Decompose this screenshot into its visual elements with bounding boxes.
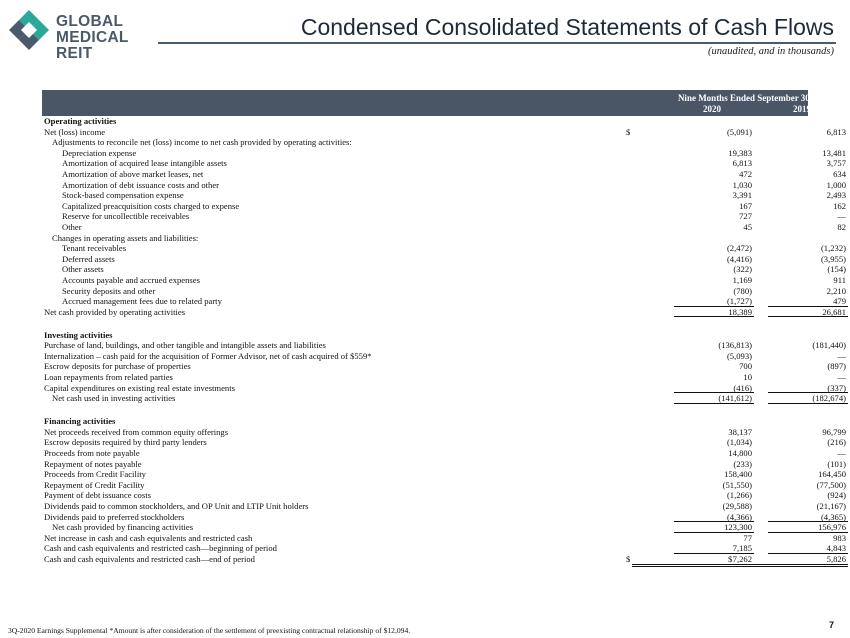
section-heading-row — [42, 330, 808, 341]
value-2019: (4,365) — [820, 511, 846, 522]
row-label: Depreciation expense — [62, 147, 137, 158]
company-name-line2: MEDICAL REIT — [56, 29, 129, 62]
value-2020: 1,169 — [732, 274, 752, 285]
value-2019: 3,757 — [826, 158, 846, 169]
row-label: Amortization of debt issuance costs and other — [62, 179, 220, 190]
value-2020: (141,612) — [718, 393, 752, 404]
value-2020: (780) — [733, 285, 752, 296]
value-2020: 7,262 — [732, 553, 752, 564]
company-name-line1: GLOBAL — [56, 13, 124, 30]
value-2020: (5,091) — [726, 126, 752, 137]
dollar-sign-2020: $ — [626, 553, 631, 564]
value-2020: (4,366) — [726, 511, 752, 522]
value-2019: 2,210 — [826, 285, 846, 296]
value-2019: 911 — [833, 274, 846, 285]
row-label: Cash and cash equivalents and restricted cash—beginning of period — [44, 543, 277, 554]
row-label: Changes in operating assets and liabilities: — [52, 232, 199, 243]
row-label: Stock-based compensation expense — [62, 190, 184, 201]
value-2019: (897) — [827, 361, 846, 372]
row-label: Operating activities — [44, 116, 117, 126]
table-row — [42, 137, 808, 148]
value-2020: 10 — [743, 372, 752, 383]
value-2019: 162 — [833, 200, 846, 211]
row-label: Financing activities — [44, 416, 116, 427]
row-label: Net increase in cash and cash equivalents and restricted cash — [44, 532, 253, 543]
value-2019: — — [837, 211, 846, 222]
value-2019: 479 — [833, 296, 846, 307]
value-2020: 472 — [739, 168, 752, 179]
table-row — [42, 190, 846, 201]
row-label: Net cash provided by operating activities — [44, 306, 186, 317]
table-row — [42, 233, 808, 244]
value-2020: 123,300 — [724, 522, 752, 533]
table-row — [42, 253, 846, 265]
value-2019: 82 — [837, 221, 846, 232]
value-2020: (322) — [733, 264, 752, 275]
table-row — [42, 448, 846, 459]
value-2020: 18,389 — [728, 306, 752, 317]
total-double-rule — [732, 564, 848, 567]
value-2020: 727 — [739, 211, 752, 222]
table-row — [42, 179, 846, 191]
value-2020: 7,185 — [732, 543, 752, 554]
table-row — [42, 479, 846, 491]
table-row — [42, 490, 846, 501]
year-2019-header: 2019 — [793, 104, 811, 114]
table-row — [42, 553, 846, 565]
row-label: Proceeds from note payable — [44, 448, 140, 458]
value-2020: (1,034) — [726, 437, 752, 448]
value-2020: (416) — [733, 382, 752, 393]
row-label: Internalization – cash paid for the acquisition of Former Advisor, net of cash acquired of $559* — [44, 350, 372, 361]
value-2020: (136,813) — [718, 340, 752, 351]
cash-flow-table — [42, 116, 846, 565]
value-2020: (4,416) — [726, 253, 752, 264]
value-2019: (21,167) — [816, 500, 846, 511]
row-label: Cash and cash equivalents and restricted cash—end of period — [44, 553, 255, 564]
value-2019: 2,493 — [826, 190, 846, 201]
value-2020: (1,266) — [726, 490, 752, 501]
value-2019: 6,813 — [826, 126, 846, 137]
section-heading-row — [42, 116, 808, 127]
dollar-sign-2020: $ — [626, 126, 631, 137]
title-divider — [158, 42, 836, 44]
value-2020: 167 — [739, 200, 752, 211]
value-2019: (101) — [827, 458, 846, 469]
table-row — [42, 522, 846, 533]
table-row — [42, 426, 846, 438]
value-2019: 5,826 — [826, 553, 846, 564]
company-logo — [8, 8, 158, 62]
row-label: Capital expenditures on existing real estate investments — [44, 382, 235, 393]
value-2019: 26,681 — [822, 306, 846, 317]
value-2019: (182,674) — [812, 393, 846, 404]
logo-mark-icon — [8, 8, 50, 50]
period-header: Nine Months Ended September 30, — [677, 93, 813, 103]
row-label: Other — [62, 221, 82, 232]
row-label: Loan repayments from related parties — [44, 372, 173, 383]
table-row — [42, 274, 846, 286]
row-label: Investing activities — [44, 329, 113, 340]
row-label: Dividends paid to preferred stockholders — [44, 511, 185, 522]
value-2019: (181,440) — [812, 340, 846, 351]
table-row — [42, 350, 846, 362]
value-2019: — — [837, 350, 846, 361]
value-2020: 45 — [743, 221, 752, 232]
value-2020: 14,800 — [728, 448, 752, 458]
table-row — [42, 158, 846, 169]
value-2019: 1,000 — [826, 179, 846, 190]
value-2019: 13,481 — [822, 147, 846, 158]
value-2019: (154) — [827, 264, 846, 275]
table-row — [42, 372, 846, 383]
value-2020: 158,400 — [724, 469, 752, 480]
table-header-bar — [42, 90, 813, 116]
company-name — [56, 14, 158, 62]
row-label: Accounts payable and accrued expenses — [62, 274, 200, 285]
row-label: Repayment of Credit Facility — [44, 479, 145, 490]
table-row — [42, 243, 846, 254]
section-spacer — [42, 404, 808, 416]
value-2020: (1,727) — [726, 296, 752, 307]
value-2020: 77 — [743, 532, 752, 543]
value-2019: — — [837, 372, 846, 383]
page-title: Condensed Consolidated Statements of Cash Flows — [300, 14, 834, 40]
table-row — [42, 340, 846, 351]
table-row — [42, 437, 846, 448]
table-row — [42, 147, 846, 159]
table-row — [42, 361, 846, 372]
row-label: Capitalized preacquisition costs charged to expense — [62, 200, 240, 211]
value-2019: (924) — [827, 490, 846, 501]
value-2019: (216) — [827, 437, 846, 448]
value-2019: 156,976 — [818, 522, 846, 533]
value-2019: 983 — [833, 532, 846, 543]
page-subtitle: (unaudited, and in thousands) — [708, 46, 834, 57]
table-row — [42, 296, 846, 307]
table-row — [42, 168, 846, 180]
row-label: Deferred assets — [62, 253, 115, 264]
row-label: Net proceeds received from common equity offerings — [44, 426, 229, 437]
table-row — [42, 221, 846, 233]
table-row — [42, 126, 846, 138]
value-2020: 3,391 — [732, 190, 752, 201]
value-2020: 1,030 — [732, 179, 752, 190]
table-row — [42, 200, 846, 212]
row-label: Tenant receivables — [62, 243, 127, 254]
row-label: Accrued management fees due to related party — [62, 296, 222, 307]
table-row — [42, 469, 846, 480]
dollar-sign-2019: $ — [728, 553, 733, 564]
row-label: Escrow deposits for purchase of properties — [44, 361, 191, 372]
row-label: Escrow deposits required by third party lenders — [44, 437, 207, 448]
row-label: Net cash provided by financing activities — [52, 522, 194, 533]
table-row — [42, 500, 846, 512]
table-row — [42, 264, 846, 275]
year-2020-header: 2020 — [703, 104, 721, 114]
row-label: Adjustments to reconcile net (loss) income to net cash provided by operating activities: — [52, 137, 352, 148]
page-number: 7 — [828, 620, 834, 630]
row-label: Other assets — [62, 264, 104, 275]
value-2020: 38,137 — [728, 426, 752, 437]
value-2019: (337) — [827, 382, 846, 393]
value-2020: (233) — [733, 458, 752, 469]
value-2020: 700 — [739, 361, 752, 372]
table-row — [42, 532, 846, 544]
table-row — [42, 306, 846, 318]
table-row — [42, 511, 846, 523]
row-label: Security deposits and other — [62, 285, 156, 296]
row-label: Amortization of acquired lease intangible assets — [62, 158, 227, 169]
value-2019: (1,232) — [820, 243, 846, 254]
value-2019: (3,955) — [820, 253, 846, 264]
value-2019: 4,843 — [826, 543, 846, 554]
value-2019: 96,799 — [822, 426, 846, 437]
table-row — [42, 382, 846, 394]
value-2020: (29,588) — [722, 500, 752, 511]
section-spacer — [42, 317, 808, 329]
row-label: Payment of debt issuance costs — [44, 490, 151, 501]
row-label: Repayment of notes payable — [44, 458, 142, 469]
row-label: Purchase of land, buildings, and other tangible and intangible assets and liabilities — [44, 340, 326, 351]
table-row — [42, 543, 846, 554]
value-2019: (77,500) — [816, 479, 846, 490]
table-row — [42, 285, 846, 297]
row-label: Reserve for uncollectible receivables — [62, 211, 190, 222]
table-row — [42, 393, 846, 404]
value-2020: (51,550) — [722, 479, 752, 490]
value-2019: 164,450 — [818, 469, 846, 480]
row-label: Amortization of above market leases, net — [62, 168, 204, 179]
value-2019: 634 — [833, 168, 846, 179]
value-2020: 19,383 — [728, 147, 752, 158]
section-heading-row — [42, 416, 808, 427]
table-row — [42, 458, 846, 470]
value-2020: (2,472) — [726, 243, 752, 254]
footer-note: 3Q-2020 Earnings Supplemental *Amount is after consideration of the settlement of preexisting contractual relationship of $12,094. — [8, 626, 411, 635]
table-row — [42, 211, 846, 222]
value-2020: (5,093) — [726, 350, 752, 361]
value-2020: 6,813 — [732, 158, 752, 169]
value-2019: — — [837, 448, 846, 458]
row-label: Dividends paid to common stockholders, and OP Unit and LTIP Unit holders — [44, 500, 309, 511]
row-label: Net (loss) income — [44, 126, 106, 137]
row-label: Net cash used in investing activities — [52, 393, 176, 404]
row-label: Proceeds from Credit Facility — [44, 469, 146, 480]
